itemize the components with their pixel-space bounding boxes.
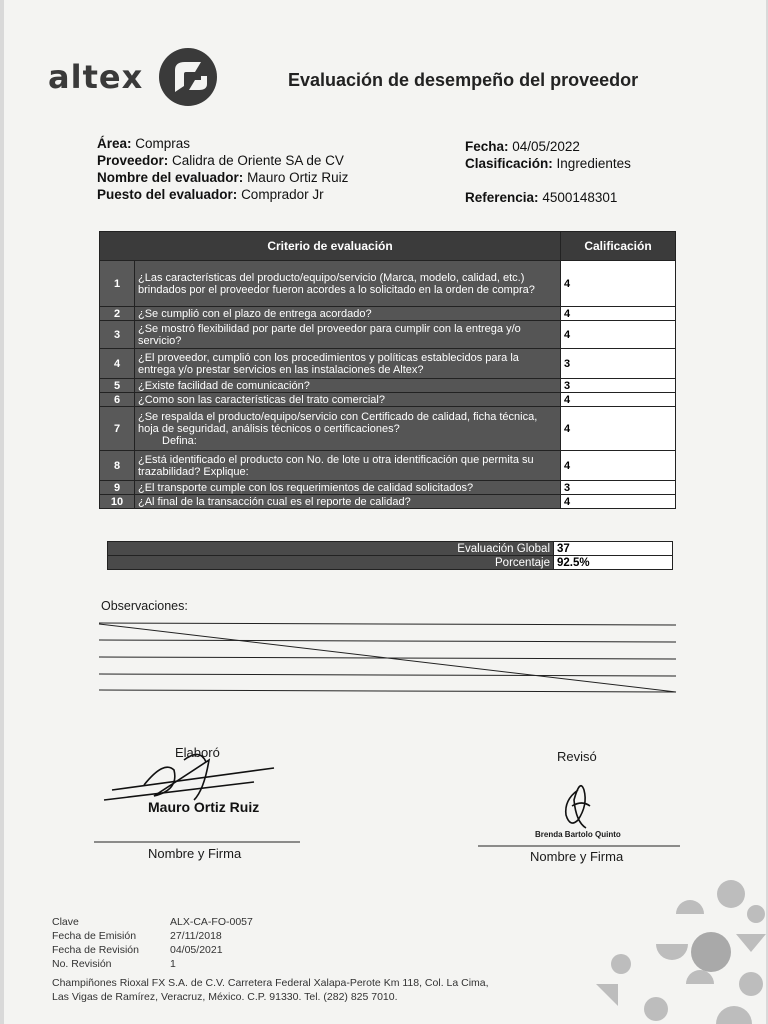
row-question: ¿Se cumplió con el plazo de entrega acordado? xyxy=(135,307,561,321)
area-label: Área: xyxy=(97,136,132,151)
evaluador-value: Mauro Ortiz Ruiz xyxy=(247,170,349,185)
row-question: ¿Existe facilidad de comunicación? xyxy=(135,379,561,393)
fecha-label: Fecha: xyxy=(465,139,509,154)
calificacion-header: Calificación xyxy=(561,232,676,261)
row-number: 10 xyxy=(100,495,135,509)
proveedor-value: Calidra de Oriente SA de CV xyxy=(172,153,344,168)
row-score: 3 xyxy=(561,481,676,495)
company-address xyxy=(52,976,489,1004)
area-value: Compras xyxy=(135,136,191,151)
obs-line xyxy=(99,690,676,692)
norev-label: No. Revisión xyxy=(52,958,112,970)
row-number: 2 xyxy=(100,307,135,321)
norev-value: 1 xyxy=(170,958,176,970)
row-number: 4 xyxy=(100,349,135,379)
proveedor-label: Proveedor: xyxy=(97,153,169,168)
row-number: 7 xyxy=(100,407,135,451)
puesto-value: Comprador Jr xyxy=(241,187,324,202)
obs-strike-line xyxy=(99,624,676,692)
row-question: ¿Se mostró flexibilidad por parte del proveedor para cumplir con la entrega y/o servicio? xyxy=(135,321,561,349)
row-score: 4 xyxy=(561,407,676,451)
clasificacion-value: Ingredientes xyxy=(556,156,631,171)
revision-label: Fecha de Revisión xyxy=(52,944,139,956)
row-score: 3 xyxy=(561,379,676,393)
row-score: 4 xyxy=(561,451,676,481)
revision-row xyxy=(52,943,253,957)
percentage-value: 92.5% xyxy=(554,556,673,570)
row-question: ¿El transporte cumple con los requerimientos de calidad solicitados? xyxy=(135,481,561,495)
clave-value: ALX-CA-FO-0057 xyxy=(170,916,253,928)
document-page xyxy=(4,0,766,1024)
clasificacion-label: Clasificación: xyxy=(465,156,553,171)
row-number: 1 xyxy=(100,261,135,307)
row-number: 6 xyxy=(100,393,135,407)
norev-row xyxy=(52,957,253,971)
signature-mauro-name: Mauro Ortiz Ruiz xyxy=(148,799,260,815)
row-question: ¿El proveedor, cumplió con los procedimientos y políticas establecidos para la entrega y/o prestar servicios en las instalaciones de Altex? xyxy=(135,349,561,379)
decorative-dots xyxy=(536,874,766,1024)
row-question-define: Defina: xyxy=(162,434,197,447)
address-line-1: Champiñones Rioxal FX S.A. de C.V. Carretera Federal Xalapa-Perote Km 118, Col. La Cima, xyxy=(52,977,489,989)
observaciones-label: Observaciones: xyxy=(101,599,188,613)
row-question: ¿Las características del producto/equipo/servicio (Marca, modelo, calidad, etc.) brindados por el proveedor fueron acordes a lo solicitado en la orden de compra? xyxy=(135,261,561,307)
percentage-label: Porcentaje xyxy=(108,556,554,570)
emision-value: 27/11/2018 xyxy=(170,930,222,942)
fecha-value: 04/05/2022 xyxy=(512,139,580,154)
row-score: 4 xyxy=(561,307,676,321)
row-question: ¿Como son las características del trato comercial? xyxy=(135,393,561,407)
reviso-label: Revisó xyxy=(557,749,597,764)
obs-line xyxy=(99,674,676,676)
puesto-label: Puesto del evaluador: xyxy=(97,187,238,202)
global-label: Evaluación Global xyxy=(108,542,554,556)
row-score: 4 xyxy=(561,393,676,407)
obs-line xyxy=(99,640,676,642)
elaboro-caption: Nombre y Firma xyxy=(148,846,242,861)
clave-label: Clave xyxy=(52,916,79,928)
emision-label: Fecha de Emisión xyxy=(52,930,137,942)
evaluador-label: Nombre del evaluador: xyxy=(97,170,244,185)
row-question: ¿Al final de la transacción cual es el reporte de calidad? xyxy=(135,495,561,509)
row-score: 4 xyxy=(561,495,676,509)
address-line-2: Las Vigas de Ramírez, Veracruz, México. C.P. 91330. Tel. (282) 825 7010. xyxy=(52,991,398,1003)
row-score: 4 xyxy=(561,321,676,349)
global-value: 37 xyxy=(554,542,673,556)
row-score: 4 xyxy=(561,261,676,307)
emision-row xyxy=(52,929,253,943)
revision-value: 04/05/2021 xyxy=(170,944,223,956)
obs-line xyxy=(99,623,676,625)
observation-lines xyxy=(4,0,766,1024)
elaboro-label: Elaboró xyxy=(175,745,220,760)
row-score: 3 xyxy=(561,349,676,379)
referencia-value: 4500148301 xyxy=(542,190,618,205)
row-number: 5 xyxy=(100,379,135,393)
document-control-info xyxy=(52,915,253,971)
signature-mauro xyxy=(104,754,274,800)
row-number: 3 xyxy=(100,321,135,349)
reviso-name: Brenda Bartolo Quinto xyxy=(535,830,621,839)
reviso-caption: Nombre y Firma xyxy=(530,849,624,864)
row-number: 8 xyxy=(100,451,135,481)
document-title: Evaluación de desempeño del proveedor xyxy=(288,70,639,90)
referencia-label: Referencia: xyxy=(465,190,539,205)
criterio-header: Criterio de evaluación xyxy=(100,232,561,261)
logo-text: altex xyxy=(48,58,144,96)
row-number: 9 xyxy=(100,481,135,495)
row-question: ¿Está identificado el producto con No. de lote u otra identificación que permita su trazabilidad? Explique: xyxy=(135,451,561,481)
row-question: ¿Se respalda el producto/equipo/servicio con Certificado de calidad, ficha técnica, hoja de seguridad, análisis técnicos o certificaciones? xyxy=(138,410,538,435)
signature-brenda xyxy=(566,786,590,828)
clave-row xyxy=(52,915,253,929)
